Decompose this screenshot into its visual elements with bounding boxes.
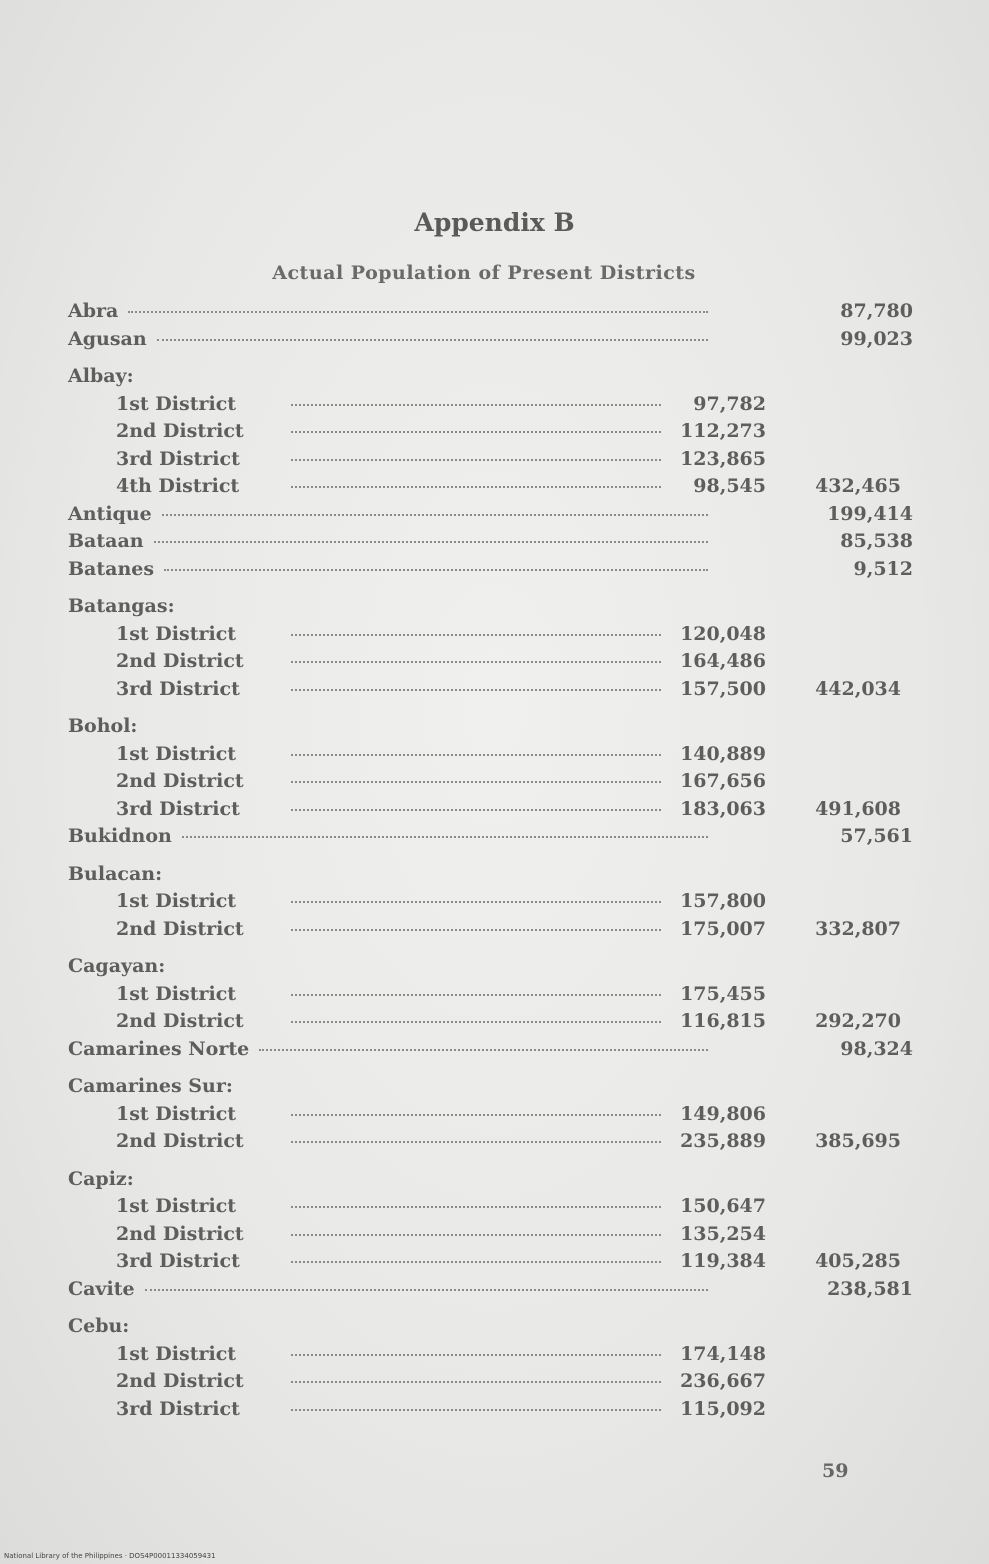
district-row bbox=[68, 1010, 913, 1038]
row-label: 1st District bbox=[116, 982, 237, 1005]
total-population: 292,270 bbox=[815, 1010, 901, 1032]
dot-leader bbox=[291, 1113, 661, 1116]
dot-leader bbox=[291, 900, 661, 903]
province-total-row bbox=[68, 530, 913, 558]
district-row bbox=[68, 1343, 913, 1371]
district-row bbox=[68, 1223, 913, 1251]
dot-leader bbox=[259, 1048, 708, 1051]
district-row bbox=[68, 798, 913, 826]
dot-leader bbox=[291, 1260, 661, 1263]
dot-leader bbox=[291, 1140, 661, 1143]
dot-leader bbox=[157, 338, 708, 341]
province-row bbox=[68, 1075, 913, 1103]
total-population: 432,465 bbox=[815, 475, 901, 497]
district-row bbox=[68, 1103, 913, 1131]
total-population: 9,512 bbox=[853, 557, 913, 580]
row-label: 3rd District bbox=[116, 1397, 240, 1420]
district-row bbox=[68, 983, 913, 1011]
total-population: 385,695 bbox=[815, 1130, 901, 1152]
row-label: 1st District bbox=[116, 1342, 237, 1365]
dot-leader bbox=[291, 780, 661, 783]
row-label: Antique bbox=[68, 502, 152, 525]
row-label: 2nd District bbox=[116, 1010, 244, 1032]
total-population: 199,414 bbox=[827, 502, 913, 525]
row-label: 4th District bbox=[116, 475, 240, 497]
row-label: Camarines Sur: bbox=[68, 1075, 233, 1097]
row-label: 1st District bbox=[116, 1195, 237, 1217]
district-row bbox=[68, 678, 913, 706]
dot-leader bbox=[291, 660, 661, 663]
total-population: 491,608 bbox=[815, 797, 901, 820]
row-label: 3rd District bbox=[116, 447, 240, 470]
dot-leader bbox=[291, 458, 661, 461]
row-label: Capiz: bbox=[68, 1167, 134, 1190]
dot-leader bbox=[291, 753, 661, 756]
district-population: 97,782 bbox=[693, 392, 766, 415]
province-total-row bbox=[68, 328, 913, 356]
district-row bbox=[68, 650, 913, 678]
district-row bbox=[68, 890, 913, 918]
row-label: 2nd District bbox=[116, 1370, 244, 1392]
row-label: 2nd District bbox=[116, 1130, 244, 1152]
row-label: 2nd District bbox=[116, 1222, 244, 1245]
dot-leader bbox=[291, 1380, 661, 1383]
dot-leader bbox=[291, 1020, 661, 1023]
province-row bbox=[68, 1168, 913, 1196]
row-label: Agusan bbox=[68, 327, 147, 350]
district-row bbox=[68, 448, 913, 476]
total-population: 57,561 bbox=[840, 825, 913, 847]
dot-leader bbox=[291, 928, 661, 931]
row-label: 3rd District bbox=[116, 1250, 240, 1272]
province-row bbox=[68, 955, 913, 983]
row-label: Abra bbox=[68, 300, 119, 322]
dot-leader bbox=[162, 513, 708, 516]
dot-leader bbox=[154, 540, 708, 543]
row-label: Bohol: bbox=[68, 715, 138, 737]
district-population: 157,500 bbox=[680, 677, 766, 700]
district-population: 175,455 bbox=[680, 982, 766, 1005]
province-total-row bbox=[68, 825, 913, 853]
row-label: Batanes bbox=[68, 557, 155, 580]
district-row bbox=[68, 623, 913, 651]
district-row bbox=[68, 1398, 913, 1426]
scan-footer: National Library of the Philippines · DOS4P00011334059431 bbox=[4, 1552, 216, 1560]
row-label: Bukidnon bbox=[68, 825, 172, 847]
province-total-row bbox=[68, 1278, 913, 1306]
row-label: 1st District bbox=[116, 1102, 237, 1125]
province-total-row bbox=[68, 558, 913, 586]
row-label: Cavite bbox=[68, 1277, 135, 1300]
district-population: 174,148 bbox=[680, 1342, 766, 1365]
row-label: Camarines Norte bbox=[68, 1037, 250, 1060]
total-population: 442,034 bbox=[815, 677, 901, 700]
district-population: 157,800 bbox=[680, 890, 766, 912]
total-population: 85,538 bbox=[840, 530, 913, 552]
district-population: 150,647 bbox=[680, 1195, 766, 1217]
dot-leader bbox=[164, 568, 708, 571]
row-label: 1st District bbox=[116, 622, 237, 645]
province-row bbox=[68, 595, 913, 623]
province-row bbox=[68, 365, 913, 393]
dot-leader bbox=[182, 835, 708, 838]
row-label: Cagayan: bbox=[68, 955, 166, 977]
district-population: 167,656 bbox=[680, 770, 766, 792]
dot-leader bbox=[145, 1288, 708, 1291]
district-population: 98,545 bbox=[693, 475, 766, 497]
row-label: Cebu: bbox=[68, 1315, 130, 1337]
province-total-row bbox=[68, 503, 913, 531]
dot-leader bbox=[128, 310, 708, 313]
dot-leader bbox=[291, 993, 661, 996]
total-population: 87,780 bbox=[840, 300, 913, 322]
province-row bbox=[68, 1315, 913, 1343]
row-label: Bulacan: bbox=[68, 862, 163, 885]
row-label: 1st District bbox=[116, 890, 237, 912]
district-row bbox=[68, 770, 913, 798]
dot-leader bbox=[291, 1233, 661, 1236]
dot-leader bbox=[291, 1205, 661, 1208]
district-row bbox=[68, 393, 913, 421]
district-row bbox=[68, 1195, 913, 1223]
row-label: 1st District bbox=[116, 392, 237, 415]
dot-leader bbox=[291, 633, 661, 636]
district-population: 183,063 bbox=[680, 797, 766, 820]
district-population: 149,806 bbox=[680, 1102, 766, 1125]
district-row bbox=[68, 1130, 913, 1158]
district-row bbox=[68, 475, 913, 503]
district-population: 115,092 bbox=[680, 1397, 766, 1420]
page-subtitle: Actual Population of Present Districts bbox=[272, 262, 696, 284]
page-number: 59 bbox=[822, 1460, 849, 1482]
dot-leader bbox=[291, 808, 661, 811]
row-label: 3rd District bbox=[116, 797, 240, 820]
district-population: 235,889 bbox=[680, 1130, 766, 1152]
row-label: Batangas: bbox=[68, 595, 175, 617]
dot-leader bbox=[291, 1353, 661, 1356]
population-list bbox=[68, 300, 913, 1425]
row-label: 3rd District bbox=[116, 677, 240, 700]
total-population: 99,023 bbox=[840, 327, 913, 350]
dot-leader bbox=[291, 1408, 661, 1411]
province-row bbox=[68, 715, 913, 743]
province-total-row bbox=[68, 300, 913, 328]
total-population: 332,807 bbox=[815, 917, 901, 940]
dot-leader bbox=[291, 403, 661, 406]
row-label: 2nd District bbox=[116, 420, 244, 442]
district-population: 120,048 bbox=[680, 622, 766, 645]
dot-leader bbox=[291, 688, 661, 691]
district-row bbox=[68, 1370, 913, 1398]
district-population: 236,667 bbox=[680, 1370, 766, 1392]
row-label: Bataan bbox=[68, 530, 144, 552]
district-population: 123,865 bbox=[680, 447, 766, 470]
row-label: 2nd District bbox=[116, 917, 244, 940]
district-population: 140,889 bbox=[680, 742, 766, 765]
dot-leader bbox=[291, 485, 661, 488]
total-population: 405,285 bbox=[815, 1250, 901, 1272]
district-row bbox=[68, 1250, 913, 1278]
dot-leader bbox=[291, 430, 661, 433]
row-label: Albay: bbox=[68, 365, 134, 387]
total-population: 238,581 bbox=[827, 1277, 913, 1300]
district-population: 112,273 bbox=[680, 420, 766, 442]
total-population: 98,324 bbox=[840, 1037, 913, 1060]
row-label: 2nd District bbox=[116, 650, 244, 672]
district-population: 135,254 bbox=[680, 1222, 766, 1245]
row-label: 1st District bbox=[116, 742, 237, 765]
district-row bbox=[68, 743, 913, 771]
district-population: 164,486 bbox=[680, 650, 766, 672]
district-population: 175,007 bbox=[680, 917, 766, 940]
district-row bbox=[68, 420, 913, 448]
province-total-row bbox=[68, 1038, 913, 1066]
province-row bbox=[68, 863, 913, 891]
page-title: Appendix B bbox=[414, 208, 575, 237]
row-label: 2nd District bbox=[116, 770, 244, 792]
district-row bbox=[68, 918, 913, 946]
district-population: 116,815 bbox=[680, 1010, 766, 1032]
district-population: 119,384 bbox=[680, 1250, 766, 1272]
